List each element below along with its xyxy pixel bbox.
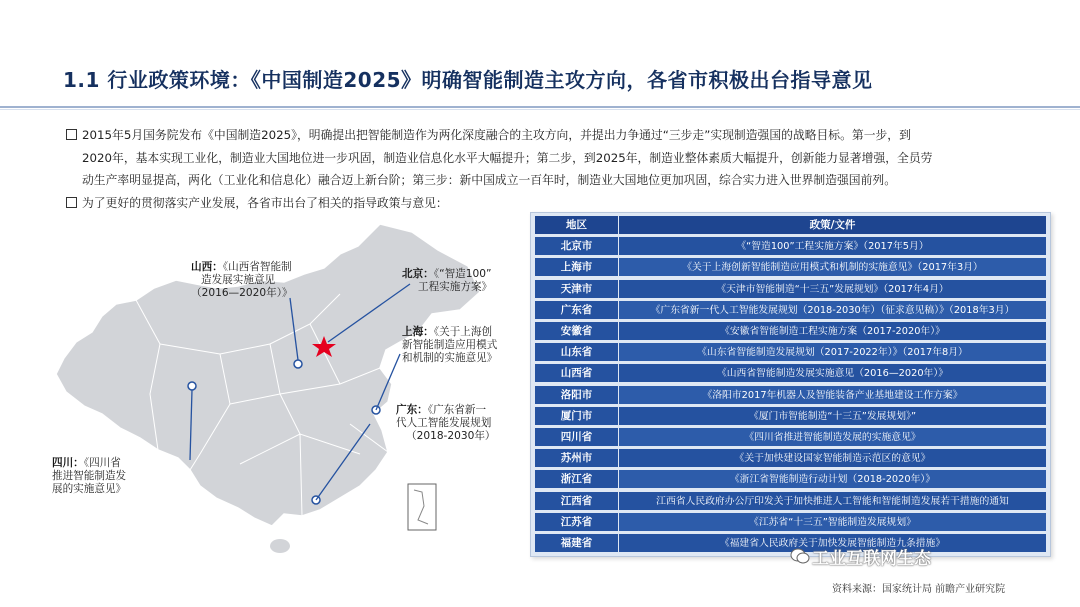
callout-shanghai-prov: 上海： [402, 326, 434, 338]
policy-cell: 《山东省智能制造发展规划（2017-2022年）》（2017年8月） [618, 343, 1046, 362]
intro-text [66, 124, 1026, 214]
callout-sichuan-prov: 四川： [52, 457, 84, 469]
intro-line-2: 2020年，基本实现工业化，制造业大国地位进一步巩固，制造业信息化水平大幅提升；第二步，到2025年，制造业整体素质大幅提升，创新能力显著增强，全员劳 [82, 150, 933, 165]
table-row [535, 470, 1046, 489]
policy-cell: 《“智造100”工程实施方案》（2017年5月） [618, 237, 1046, 256]
region-cell: 山东省 [535, 343, 618, 362]
table-row [535, 364, 1046, 383]
table-row [535, 407, 1046, 426]
table-row [535, 428, 1046, 447]
table-row [535, 386, 1046, 405]
table-row [535, 513, 1046, 532]
policy-cell: 《天津市智能制造“十三五”发展规划》（2017年4月） [618, 280, 1046, 299]
intro-line-4: 为了更好的贯彻落实产业发展，各省市出台了相关的指导政策与意见： [82, 195, 448, 210]
callout-beijing-prov: 北京： [402, 268, 434, 280]
callout-shanxi-line: 造发展实施意见 [201, 274, 276, 286]
intro-line-1: 2015年5月国务院发布《中国制造2025》，明确提出把智能制造作为两化深度融合的主攻方向，并提出力争通过“三步走”实现制造强国的战略目标。第一步，到 [82, 128, 911, 142]
table-row [535, 258, 1046, 277]
intro-bullet-1 [66, 124, 1026, 147]
region-cell: 广东省 [535, 301, 618, 320]
region-cell: 北京市 [535, 237, 618, 256]
region-cell: 安徽省 [535, 322, 618, 341]
callout-guangdong-line: （2018-2030年） [406, 430, 496, 442]
policy-cell: 《关于加快建设国家智能制造示范区的意见》 [618, 449, 1046, 468]
hainan-island [270, 539, 290, 553]
callout-guangdong-prov: 广东： [396, 404, 428, 416]
callout-guangdong-line: 《广东省新一 [427, 404, 487, 416]
region-cell: 四川省 [535, 428, 618, 447]
policy-cell: 《山西省智能制造发展实施意见（2016—2020年）》 [618, 364, 1046, 383]
table-row [535, 322, 1046, 341]
callout-guangdong [396, 404, 496, 443]
region-cell: 天津市 [535, 280, 618, 299]
policy-cell: 《福建省人民政府关于加快发展智能制造九条措施》 [618, 534, 1046, 553]
intro-bullet-2 [66, 192, 1026, 215]
policy-cell: 《安徽省智能制造工程实施方案（2017-2020年）》 [618, 322, 1046, 341]
callout-shanxi [191, 261, 293, 300]
region-cell: 洛阳市 [535, 386, 618, 405]
region-cell: 福建省 [535, 534, 618, 553]
region-cell: 浙江省 [535, 470, 618, 489]
policy-cell: 《洛阳市2017年机器人及智能装备产业基地建设工作方案》 [618, 386, 1046, 405]
south-sea-inset [408, 484, 436, 530]
policy-cell: 《广东省新一代人工智能发展规划（2018-2030年）（征求意见稿）》（2018年3月） [618, 301, 1046, 320]
callout-beijing-line: 《“智造100” [433, 268, 492, 280]
policy-cell: 《浙江省智能制造行动计划（2018-2020年）》 [618, 470, 1046, 489]
title-divider [0, 106, 1080, 108]
intro-line-3: 动生产率明显提高，两化（工业化和信息化）融合迈上新台阶；第三步：新中国成立一百年时，制造业大国地位更加巩固，综合实力进入世界制造强国前列。 [82, 173, 896, 187]
region-cell: 上海市 [535, 258, 618, 277]
table-header-row [535, 216, 1046, 235]
checkbox-bullet-icon [66, 197, 77, 208]
table-row [535, 343, 1046, 362]
region-cell: 江西省 [535, 492, 618, 511]
callout-shanghai-line: 《关于上海创 [433, 326, 493, 338]
sichuan-dot [188, 382, 196, 390]
policy-cell: 《江苏省“十三五”智能制造发展规划》 [618, 513, 1046, 532]
callout-shanghai-line: 新智能制造应用模式 [402, 339, 498, 351]
callout-shanghai-line: 和机制的实施意见》 [402, 352, 498, 364]
policy-cell: 《厦门市智能制造“十三五”发展规划》” [618, 407, 1046, 426]
callout-sichuan [52, 457, 126, 496]
callout-sichuan-line: 《四川省 [83, 457, 121, 469]
title-divider-thin [0, 109, 1080, 110]
policy-cell: 江西省人民政府办公厅印发关于加快推进人工智能和智能制造发展若干措施的通知 [618, 492, 1046, 511]
header-region: 地区 [535, 216, 618, 235]
header-policy: 政策/文件 [618, 216, 1046, 235]
callout-shanxi-line: （2016—2020年）》 [191, 287, 293, 299]
source-note: 资料来源：国家统计局 前瞻产业研究院 [832, 584, 1006, 595]
region-cell: 厦门市 [535, 407, 618, 426]
china-map-panel [40, 214, 520, 594]
policy-table [530, 212, 1051, 557]
table-row [535, 280, 1046, 299]
region-cell: 苏州市 [535, 449, 618, 468]
callout-guangdong-line: 代人工智能发展规划 [396, 417, 492, 429]
page-title: 1.1 行业政策环境：《中国制造2025》明确智能制造主攻方向，各省市积极出台指导意见 [63, 68, 873, 92]
policy-cell: 《四川省推进智能制造发展的实施意见》 [618, 428, 1046, 447]
callout-shanxi-line: 《山西省智能制 [222, 261, 292, 273]
checkbox-bullet-icon [66, 129, 77, 140]
wechat-icon [790, 546, 810, 566]
callout-sichuan-line: 推进智能制造发 [52, 470, 127, 482]
region-cell: 江苏省 [535, 513, 618, 532]
callout-shanxi-prov: 山西： [191, 261, 223, 273]
table-row [535, 301, 1046, 320]
callout-sichuan-line: 展的实施意见》 [52, 483, 127, 495]
table-row [535, 449, 1046, 468]
callout-shanghai [402, 326, 497, 365]
region-cell: 山西省 [535, 364, 618, 383]
table-row [535, 237, 1046, 256]
policy-cell: 《关于上海创新智能制造应用模式和机制的实施意见》（2017年3月） [618, 258, 1046, 277]
watermark-text: 工业互联网生态 [812, 549, 931, 569]
table-row [535, 492, 1046, 511]
shanxi-dot [294, 360, 302, 368]
callout-beijing-line: 工程实施方案》 [418, 281, 493, 293]
callout-beijing [402, 268, 492, 294]
